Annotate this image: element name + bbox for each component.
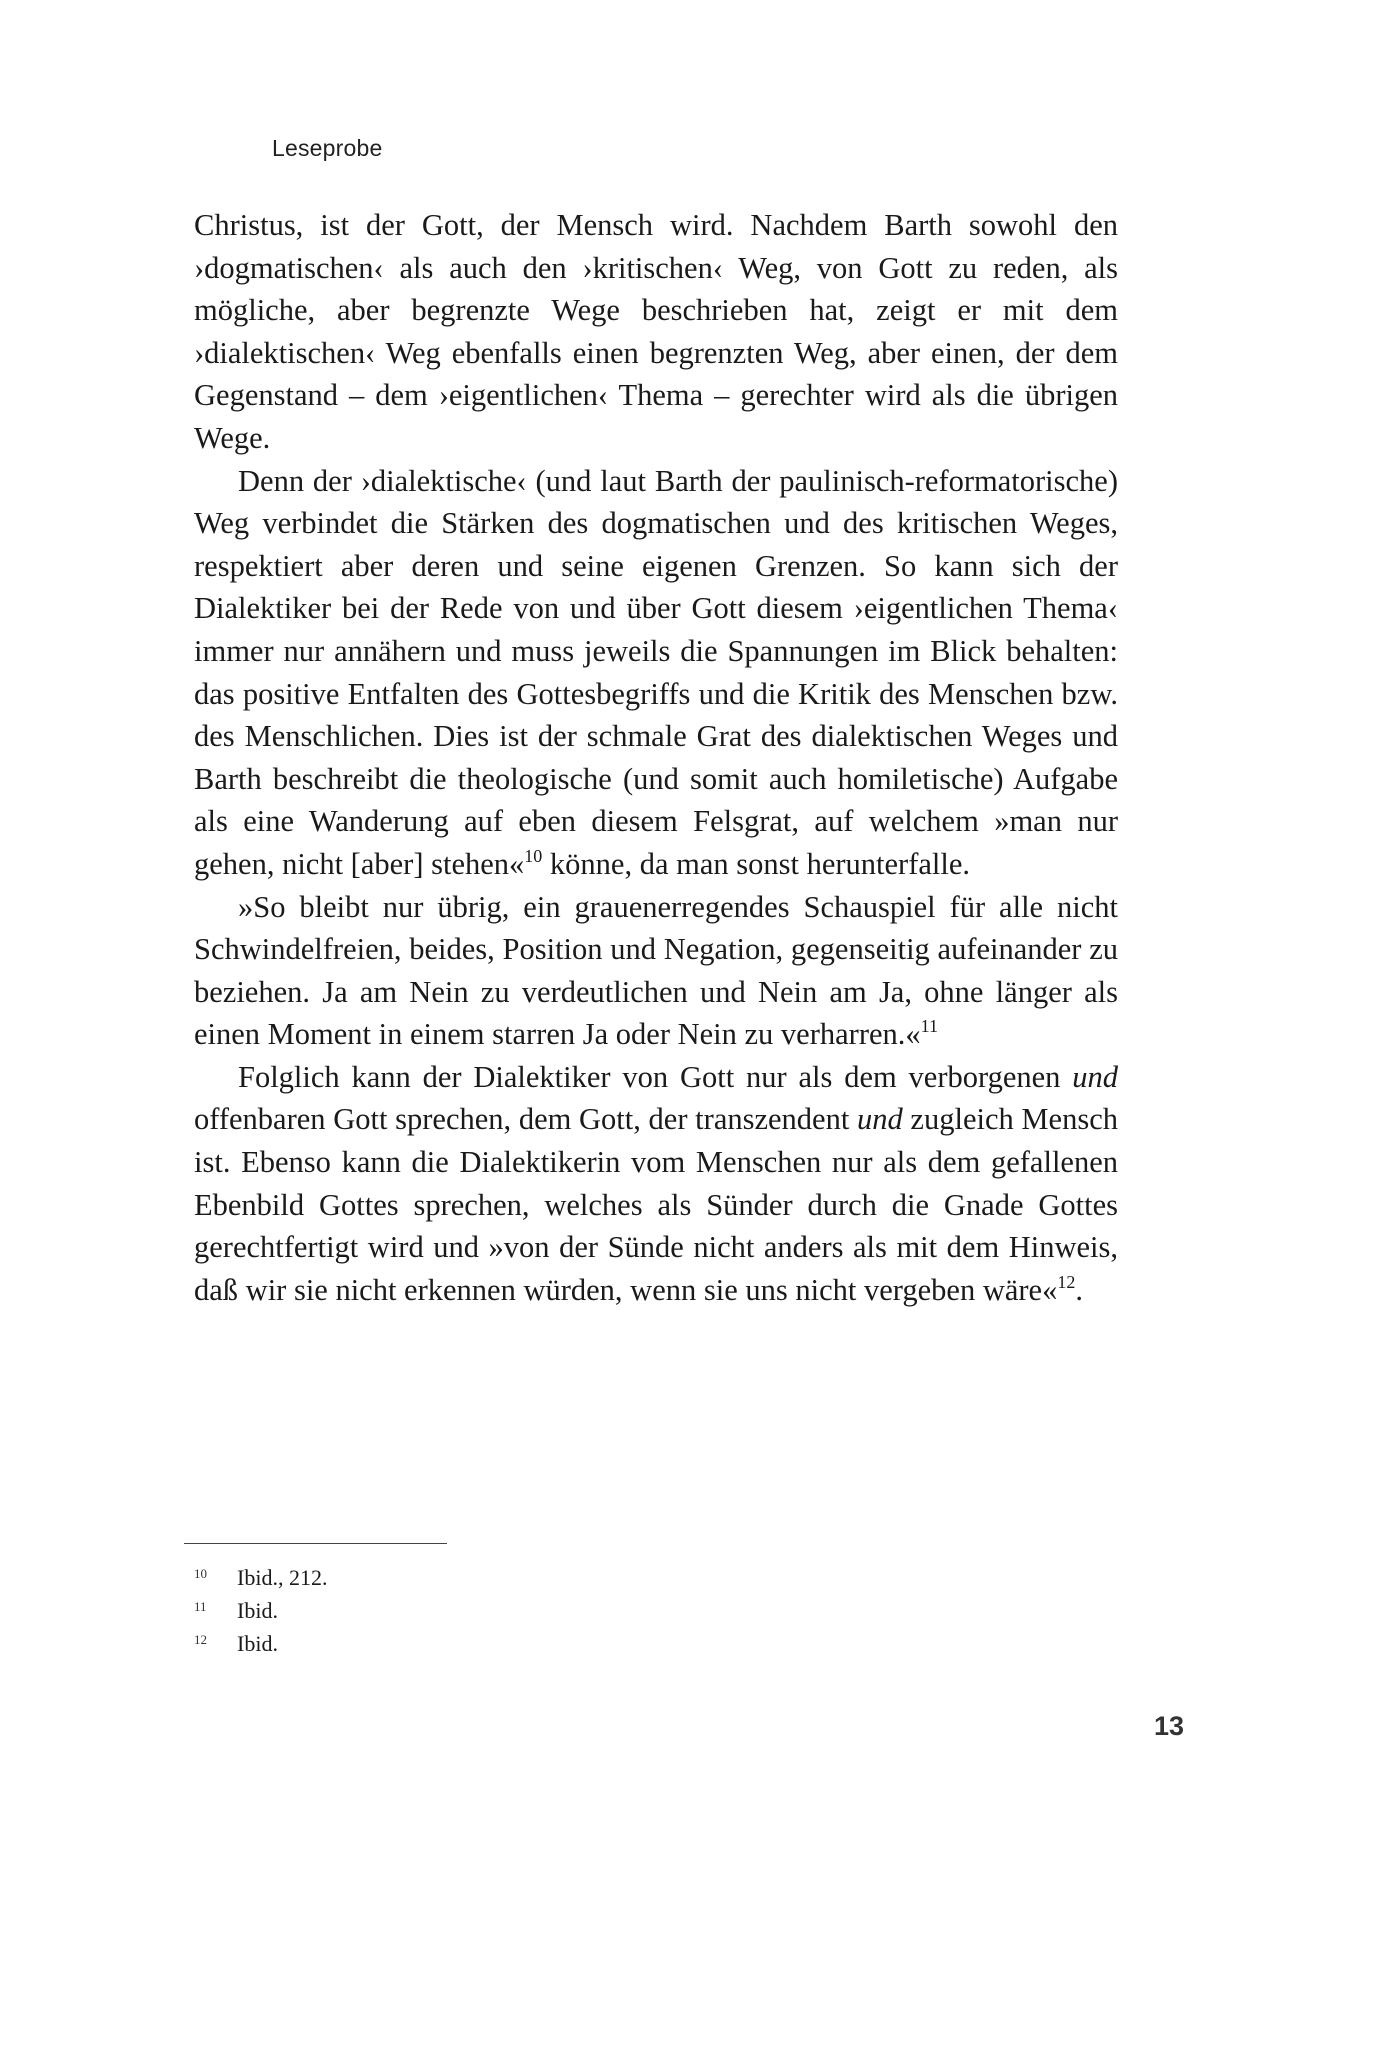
footnote-ref-10: 10 — [524, 845, 543, 866]
footnote-number: 11 — [194, 1599, 207, 1614]
block-quote-text: »So bleibt nur übrig, ein grauenerregendes Schauspiel für alle nicht Schwindelfreien, beides, Position und Negation, gegenseitig aufeinander zu beziehen. Ja am Nein zu verdeutlichen und Nein am Ja, ohne länger als einen Moment in einem starren Ja oder Nein zu verharren.« — [194, 889, 1118, 1052]
emphasis-und-2: und — [857, 1102, 903, 1137]
footnote-number: 10 — [194, 1566, 207, 1581]
emphasis-und-1: und — [1072, 1059, 1118, 1094]
footnote-text: Ibid. — [237, 1631, 278, 1656]
body-text — [194, 204, 1118, 1311]
footnote-number: 12 — [194, 1632, 207, 1647]
footnote-text: Ibid. — [237, 1598, 278, 1623]
paragraph-2-tail: könne, da man sonst herunterfalle. — [542, 846, 970, 881]
footnotes — [194, 1563, 327, 1662]
paragraph-4 — [194, 1056, 1118, 1312]
footnote-text: Ibid., 212. — [237, 1565, 328, 1590]
paragraph-2-text: Denn der ›dialektische‹ (und laut Barth der paulinisch-reformatorische) Weg verbindet die Stärken des dogmatischen und des kritischen Weges, respektiert aber deren und seine eigenen Grenzen. So kann sich der Dialektiker bei der Rede von und über Gott diesem ›eigentlichen Thema‹ immer nur annähern und muss jeweils die Spannungen im Blick behalten: das positive Entfalten des Gottesbegriffs und die Kritik des Menschen bzw. des Menschlichen. Dies ist der schmale Grat des dialektischen Weges und Barth beschreibt die theologische (und somit auch homiletische) Aufgabe als eine Wanderung auf eben diesem Felsgrat, auf welchem »man nur gehen, nicht [aber] stehen« — [194, 463, 1118, 881]
running-head: Leseprobe — [272, 135, 383, 161]
block-quote — [194, 886, 1118, 1056]
footnote-12 — [194, 1629, 327, 1662]
page-number: 13 — [1154, 1711, 1185, 1741]
paragraph-4-part-a: Folglich kann der Dialektiker von Gott nur als dem verborgenen — [238, 1059, 1073, 1094]
paragraph-4-part-c: zugleich Mensch ist. Ebenso kann die Dialektikerin vom Menschen nur als dem gefallenen Ebenbild Gottes sprechen, welches als Sünder durch die Gnade Gottes gerechtfertigt wird und »von der Sünde nicht anders als mit dem Hinweis, daß wir sie nicht erkennen würden, wenn sie uns nicht vergeben wäre« — [194, 1102, 1118, 1307]
paragraph-4-end: . — [1075, 1272, 1083, 1307]
footnote-divider — [184, 1543, 447, 1544]
paragraph-2 — [194, 460, 1118, 886]
paragraph-4-part-b: offenbaren Gott sprechen, dem Gott, der transzendent — [194, 1102, 857, 1137]
footnote-ref-11: 11 — [920, 1016, 938, 1037]
footnote-ref-12: 12 — [1057, 1271, 1076, 1292]
paragraph-1: Christus, ist der Gott, der Mensch wird. Nachdem Barth sowohl den ›dogmatischen‹ als auch den ›kritischen‹ Weg, von Gott zu reden, als mögliche, aber begrenzte Wege beschrieben hat, zeigt er mit dem ›dialektischen‹ Weg ebenfalls einen begrenzten Weg, aber einen, der dem Gegenstand – dem ›eigentlichen‹ Thema – gerechter wird als die übrigen Wege. — [194, 208, 1118, 455]
